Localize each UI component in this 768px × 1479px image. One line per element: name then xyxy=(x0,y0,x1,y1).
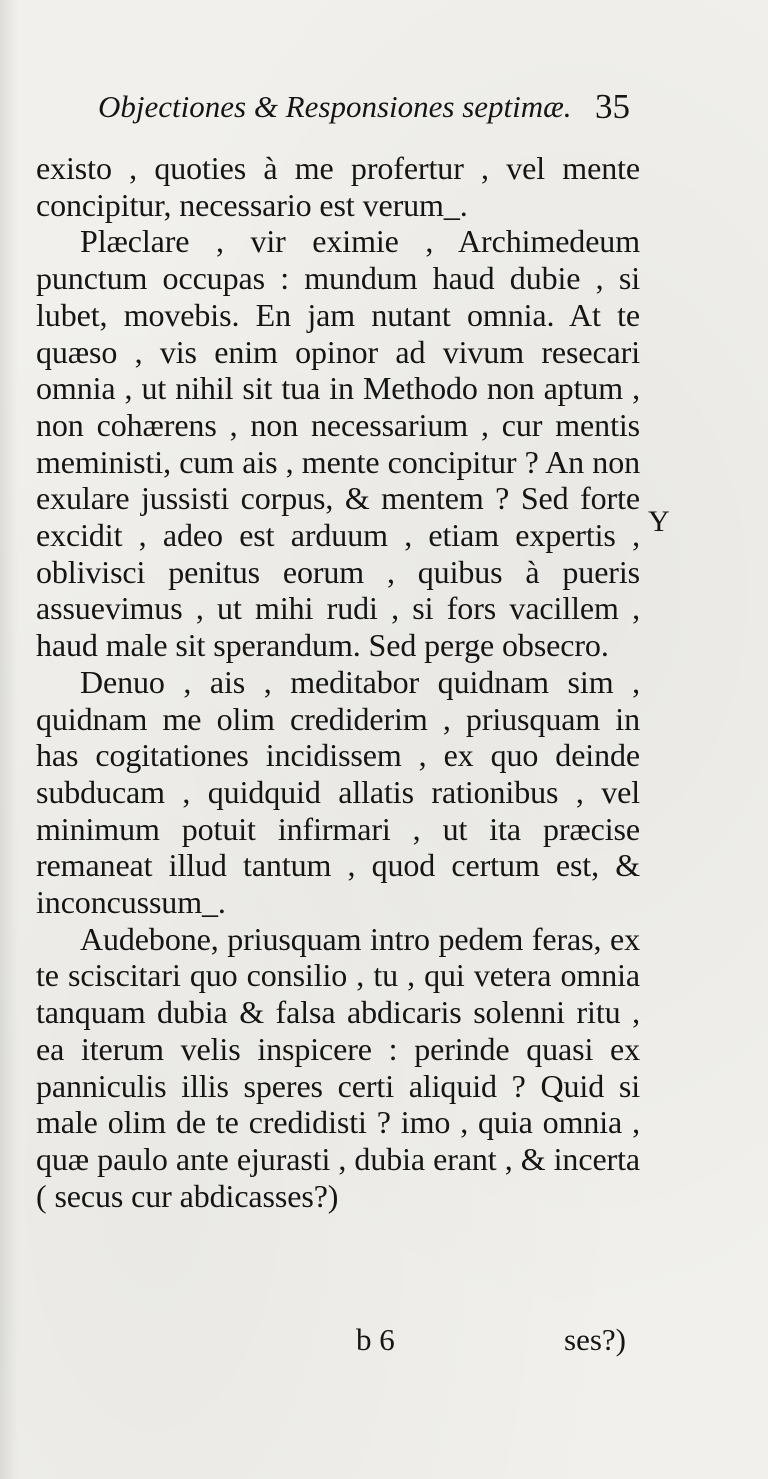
signature-mark: b 6 xyxy=(356,1322,395,1357)
page-header xyxy=(0,88,768,138)
running-head: Objectiones & Responsiones septimæ. xyxy=(98,89,572,124)
main-text xyxy=(36,150,640,1214)
page-number: 35 xyxy=(595,87,630,126)
paragraph-4: Audebone, priusquam intro pedem feras, ex te sciscitari quo consilio , tu , qui vetera omnia tanquam dubia & falsa abdicaris solenni ritu , ea iterum velis inspicere : perinde quasi ex panniculis illis speres certi aliquid ? Quid si male olim de te credidisti ? imo , quia omnia , quæ paulo ante ejurasti , dubia erant , & incerta ( secus cur abdicasses?) xyxy=(36,920,640,1214)
catchword: ses?) xyxy=(564,1322,626,1357)
paragraph-1: existo , quoties à me profertur , vel mente concipitur, necessario est verum_. xyxy=(36,150,640,223)
paragraph-3: Denuo , ais , meditabor quidnam sim , quidnam me olim crediderim , priusquam in has cogitationes incidissem , ex quo deinde subducam , quidquid allatis rationibus , vel minimum potuit infirmari , ut ita præcise remaneat illud tantum , quod certum est, & inconcussum_. xyxy=(36,663,640,921)
paragraph-2: Plæclare , vir eximie , Archimedeum punctum occupas : mundum haud dubie , si lubet, movebis. En jam nutant omnia. At te quæso , vis enim opinor ad vivum resecari omnia , ut nihil sit tua in Methodo non aptum , non cohærens , non necessarium , cur mentis meministi, cum ais , mente concipitur ? An non exulare jussisti corpus, & mentem ? Sed forte excidit , adeo est arduum , etiam expertis , oblivisci penitus eorum , quibus à pueris assuevimus , ut mihi rudi , si fors vacillem , haud male sit sperandum. Sed perge obsecro. xyxy=(36,223,640,664)
margin-letter: Y xyxy=(648,505,670,538)
gutter-shadow xyxy=(0,0,18,1479)
page-footer xyxy=(0,1322,768,1362)
